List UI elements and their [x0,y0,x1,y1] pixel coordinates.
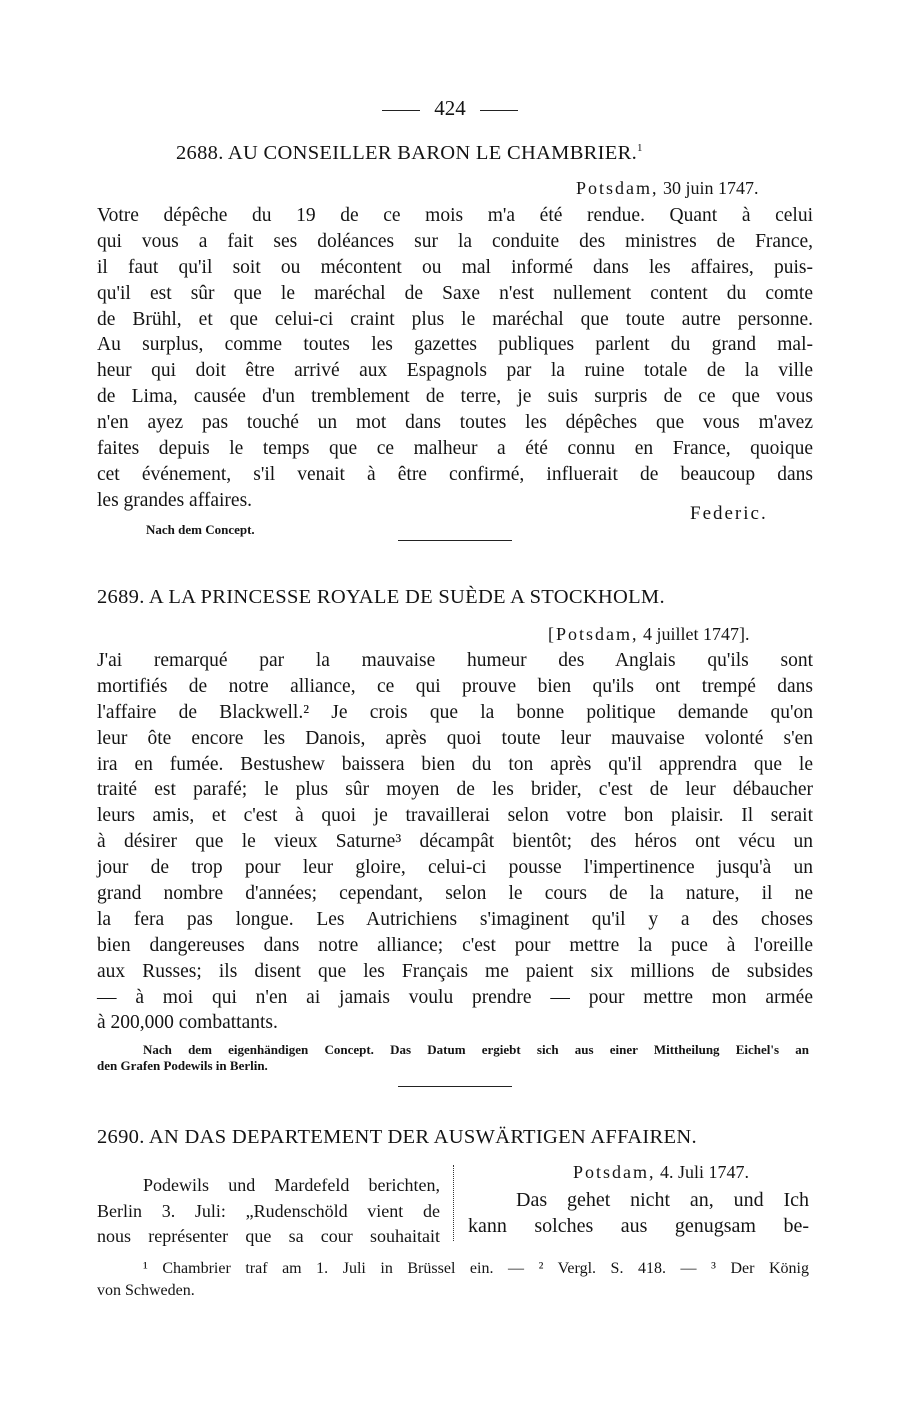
letter-2690-date [573,1162,749,1183]
section-divider-rule [398,1086,512,1087]
letter-2689-date-place: [Potsdam, [548,624,639,644]
letter-2690-right-column [468,1188,809,1239]
letter-2688-line: heur qui doit être arrivé aux Espagnols par la ruine totale de la ville [97,360,813,382]
letter-2689-line: la fera pas longue. Les Autrichiens s'imaginent qu'il y a des choses [97,908,813,930]
letter-2689-line: bien dangereuses dans notre alliance; c'est pour mettre la puce à l'oreille [97,934,813,956]
section-divider-rule [398,540,512,541]
letter-2689-line: l'affaire de Blackwell.² Je crois que la bonne politique demande qu'on [97,701,813,723]
letter-2689-line: à 200,000 combattants. [97,1012,278,1034]
letter-2689-body [97,648,813,1036]
page-number-dash-left [382,110,420,111]
letter-2689-heading: 2689. A LA PRINCESSE ROYALE DE SUÈDE A STOCKHOLM. [97,586,665,608]
letter-2688-line: Au surplus, comme toutes les gazettes publiques parlent du grand mal- [97,334,813,356]
letter-2689-line: à désirer que le vieux Saturne³ décampât bientôt; des héros ont vécu un [97,831,813,853]
left-column-line: Berlin 3. Juli: „Rudenschöld vient de [97,1200,440,1221]
letter-2688-body [97,203,813,514]
letter-2688-line: faites depuis le temps que ce malheur a été connu en France, quoique [97,438,813,460]
letter-2689-line: leurs amis, et c'est à quoi je travaillerai selon votre bon plaisir. Il serait [97,805,813,827]
footnote-line: ¹ Chambrier traf am 1. Juli in Brüssel ein. — ² Vergl. S. 418. — ³ Der König [143,1260,809,1277]
letter-2688-line: n'en ayez pas touché un mot dans toutes les dépêches que vous m'avez [97,412,813,434]
letter-2689-source-note-line: den Grafen Podewils in Berlin. [97,1058,268,1073]
letter-2690-left-column [97,1173,440,1250]
letter-2688-line: il faut qu'il soit ou mécontent ou mal informé dans les affaires, puis- [97,256,813,278]
letter-2689-date-value: 4 juillet 1747]. [643,624,750,644]
letter-2689-line: grand nombre d'années; cependant, selon le cours de la nature, il ne [97,883,813,905]
letter-2688-line: de Brühl, et que celui-ci craint plus le maréchal que toute autre personne. [97,308,813,330]
right-column-line: kann solches aus genugsam be- [468,1214,809,1237]
letter-2689-line: traité est parafé; le plus sûr moyen de les brider, c'est de leur débaucher [97,779,813,801]
left-column-line: Podewils und Mardefeld berichten, [143,1175,440,1195]
letter-2689-line: J'ai remarqué par la mauvaise humeur des Anglais qu'ils sont [97,650,813,671]
letter-2689-source-note [97,1042,809,1074]
left-column-line: nous représenter que sa cour souhaitait [97,1226,440,1246]
letter-2689-line: mortifiés de notre alliance, ce qui prouve bien qu'ils ont trempé dans [97,675,813,697]
letter-2688-line: de Lima, causée d'un tremblement de terre, je suis surpris de ce que vous [97,386,813,408]
letter-2688-source-note: Nach dem Concept. [146,522,255,537]
footnote-line: von Schweden. [97,1282,195,1299]
letter-2689-line: ira en fumée. Bestushew baissera bien du ton après qu'il apprendra que le [97,753,813,775]
letter-2689-date [548,624,750,645]
page-number-dash-right [480,110,518,111]
footnotes [97,1258,809,1302]
letter-2688-date [576,178,759,199]
letter-2690-date-value: 4. Juli 1747. [660,1162,750,1182]
letter-2688-line: qui vous a fait ses doléances sur la conduite des ministres de France, [97,230,813,252]
column-divider [453,1165,454,1241]
letter-2690-heading: 2690. AN DAS DEPARTEMENT DER AUSWÄRTIGEN AFFAIREN. [97,1126,697,1148]
page-number [0,96,900,121]
letter-2688-line: qu'il est sûr que le maréchal de Saxe n'est nullement content du comte [97,282,813,304]
letter-2688-signature: Federic. [690,503,768,524]
letter-2688-line: les grandes affaires. [97,489,253,511]
letter-2688-date-place: Potsdam, [576,178,659,198]
letter-2689-line: aux Russes; ils disent que les Français me paient six millions de subsides [97,960,813,982]
letter-2690-date-place: Potsdam, [573,1162,656,1182]
letter-2689-line: leur ôte encore les Danois, après quoi toute leur mauvaise volonté s'en [97,727,813,749]
page-number-value: 424 [434,96,466,120]
letter-2688-heading-text: 2688. AU CONSEILLER BARON LE CHAMBRIER. [176,142,638,164]
letter-2689-source-note-line: Nach dem eigenhändigen Concept. Das Datum ergiebt sich aus einer Mittheilung Eichel's an [143,1042,809,1057]
letter-2688-line: cet événement, s'il venait à être confirmé, influerait de beaucoup dans [97,463,813,485]
letter-2688-heading [176,142,643,165]
letter-2688-date-value: 30 juin 1747. [663,178,759,198]
right-column-line: Das gehet nicht an, und Ich [516,1189,809,1211]
letter-2689-line: jour de trop pour leur gloire, celui-ci pousse l'impertinence jusqu'à un [97,857,813,879]
letter-2689-line: — à moi qui n'en ai jamais voulu prendre — pour mettre mon armée [97,986,813,1008]
letter-2688-footnote-ref: 1 [637,142,643,155]
letter-2688-line: Votre dépêche du 19 de ce mois m'a été rendue. Quant à celui [97,205,813,226]
